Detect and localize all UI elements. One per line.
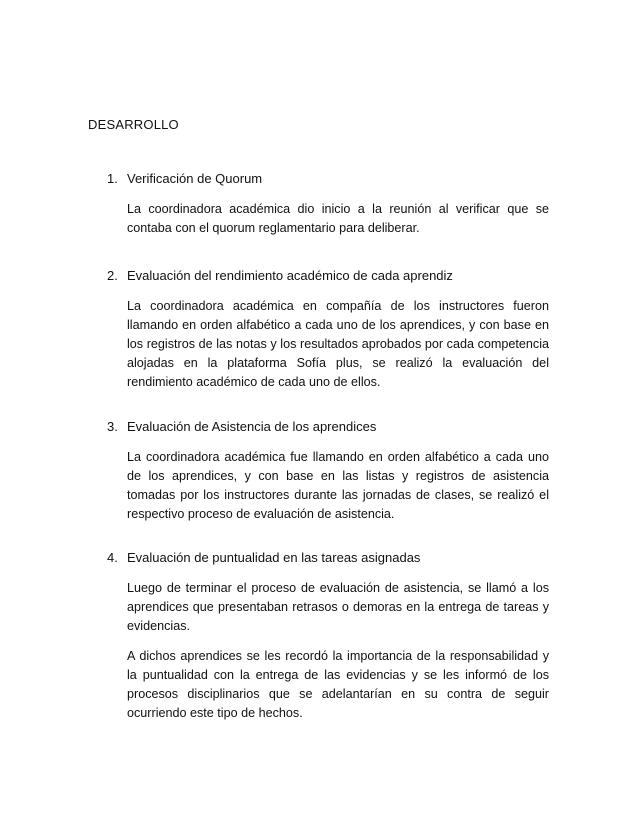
section-title-text: Evaluación de Asistencia de los aprendices [127,419,377,434]
section-attendance [107,418,549,524]
section-title [107,170,549,188]
paragraph: La coordinadora académica dio inicio a la reunión al verificar que se contaba con el quorum reglamentario para deliberar. [127,202,549,235]
section-number: 3. [107,419,118,434]
paragraph: La coordinadora académica fue llamando en orden alfabético a cada uno de los aprendices, y con base en las listas y registros de asistencia tomadas por los instructores durante las jornadas de clases, se realizó el respectivo proceso de evaluación de asistencia. [127,450,549,521]
section-title [107,549,549,567]
section-title-text: Verificación de Quorum [127,171,263,186]
section-quorum [107,170,549,238]
document-heading: DESARROLLO [88,117,179,132]
section-number: 4. [107,550,118,565]
section-title-text: Evaluación del rendimiento académico de cada aprendiz [127,268,453,283]
section-number: 1. [107,171,118,186]
paragraph: Luego de terminar el proceso de evaluación de asistencia, se llamó a los aprendices que presentaban retrasos o demoras en la entrega de tareas y evidencias. [127,581,549,633]
section-title [107,267,549,285]
paragraph: A dichos aprendices se les recordó la importancia de la responsabilidad y la puntualidad con la entrega de las evidencias y se les informó de los procesos disciplinarios que se adelantarían en su contra de seguir ocurriendo este tipo de hechos. [127,649,549,720]
section-academic-performance [107,267,549,392]
section-number: 2. [107,268,118,283]
paragraph: La coordinadora académica en compañía de los instructores fueron llamando en orden alfabético a cada uno de los aprendices, y con base en los registros de las notas y los resultados aprobados por cada competencia alojadas en la plataforma Sofía plus, se realizó la evaluación del rendimiento académico de cada uno de ellos. [127,299,549,389]
section-title-text: Evaluación de puntualidad en las tareas asignadas [127,550,421,565]
section-title [107,418,549,436]
section-punctuality [107,549,549,723]
